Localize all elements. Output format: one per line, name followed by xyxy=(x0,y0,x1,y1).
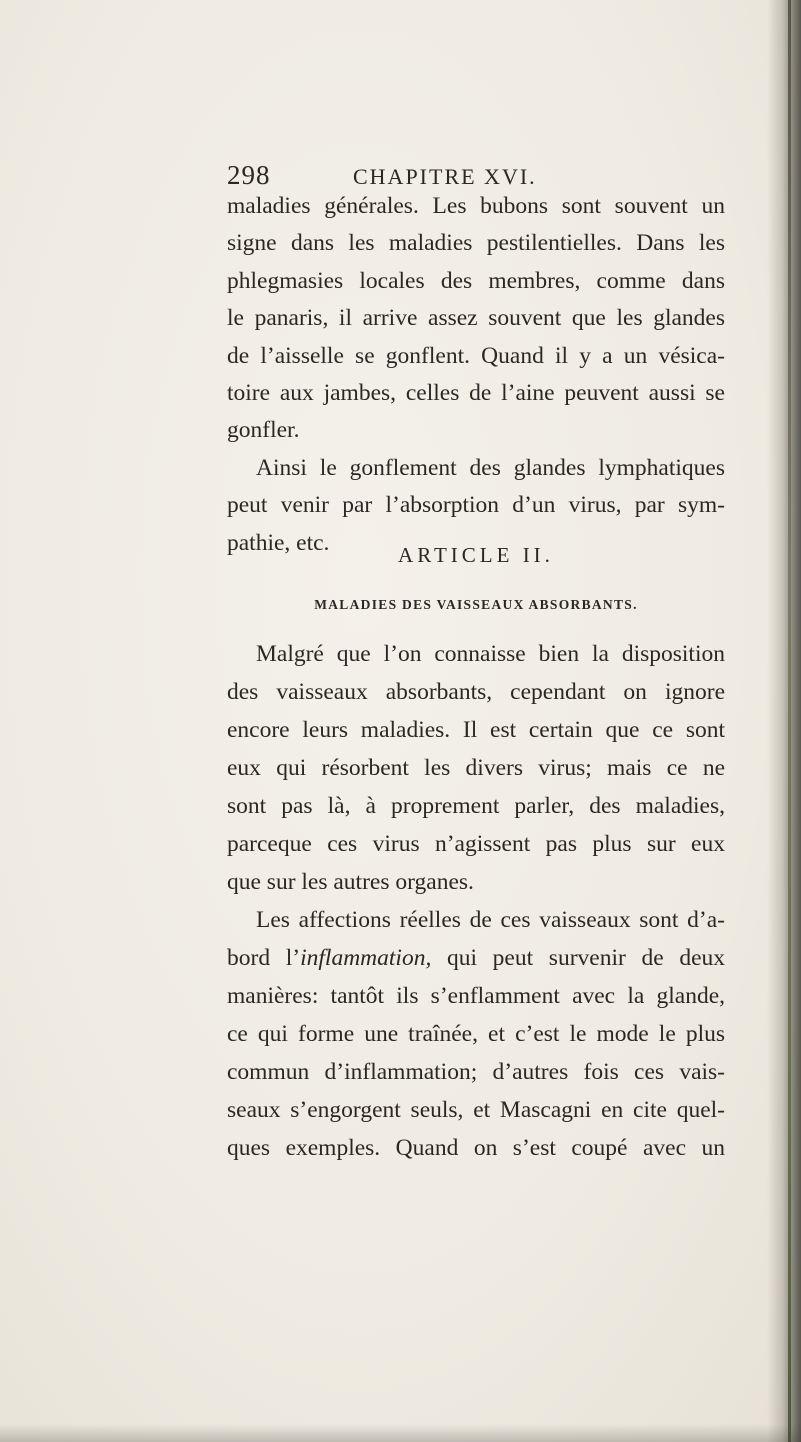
text-line: que sur les autres organes. xyxy=(227,869,474,895)
text-line: encore leurs maladies. Il est certain que ce sont xyxy=(227,717,725,743)
text-line: de l’aisselle se gonflent. Quand il y a un vésica- xyxy=(227,342,725,369)
text-line: pathie, etc. xyxy=(227,529,330,556)
text-line: maladies générales. Les bubons sont souvent un xyxy=(227,193,725,219)
text-line: commun d’inflammation; d’autres fois ces vais- xyxy=(227,1059,725,1085)
text-block-top xyxy=(227,188,725,562)
text-line: des vaisseaux absorbants, cependant on ignore xyxy=(227,679,725,705)
text-line: seaux s’engorgent seuls, et Mascagni en cite quel- xyxy=(227,1097,725,1123)
text-line: ques exemples. Quand on s’est coupé avec un xyxy=(227,1135,725,1161)
text-line: signe dans les maladies pestilentielles. Dans les xyxy=(227,230,725,257)
running-head: CHAPITRE XVI. xyxy=(353,164,537,189)
text-line: Les affections réelles de ces vaisseaux sont d’a- xyxy=(256,907,725,933)
article-heading: ARTICLE II. xyxy=(398,543,554,567)
text-line: Ainsi le gonflement des glandes lymphatiques xyxy=(256,454,725,481)
section-heading: MALADIES DES VAISSEAUX ABSORBANTS. xyxy=(314,597,638,612)
page-bottom-shadow xyxy=(0,1424,801,1442)
page-number: 298 xyxy=(227,160,271,190)
text-line: le panaris, il arrive assez souvent que les glandes xyxy=(227,305,725,332)
text-line: parceque ces virus n’agissent pas plus sur eux xyxy=(227,831,725,857)
text-line: manières: tantôt ils s’enflamment avec la glande, xyxy=(227,983,725,1009)
text-line: Malgré que l’on connaisse bien la disposition xyxy=(256,641,725,667)
text-block-bottom xyxy=(227,635,725,1167)
page-edge-shadow xyxy=(767,0,801,1442)
text-line: eux qui résorbent les divers virus; mais ce ne xyxy=(227,755,725,781)
text-fragment: qui peut survenir de deux xyxy=(431,945,726,971)
text-line: gonfler. xyxy=(227,417,300,444)
text-line: ce qui forme une traînée, et c’est le mode le plus xyxy=(227,1021,725,1047)
text-fragment: bord l’ xyxy=(227,945,301,971)
text-line: toire aux jambes, celles de l’aine peuvent aussi se xyxy=(227,379,725,406)
text-line xyxy=(227,939,725,977)
text-line: phlegmasies locales des membres, comme dans xyxy=(227,267,725,294)
text-line: sont pas là, à proprement parler, des maladies, xyxy=(227,793,725,819)
text-line: peut venir par l’absorption d’un virus, par sym- xyxy=(227,492,725,519)
page-edge-binding xyxy=(788,0,791,1442)
italic-term: inflammation, xyxy=(300,945,432,971)
